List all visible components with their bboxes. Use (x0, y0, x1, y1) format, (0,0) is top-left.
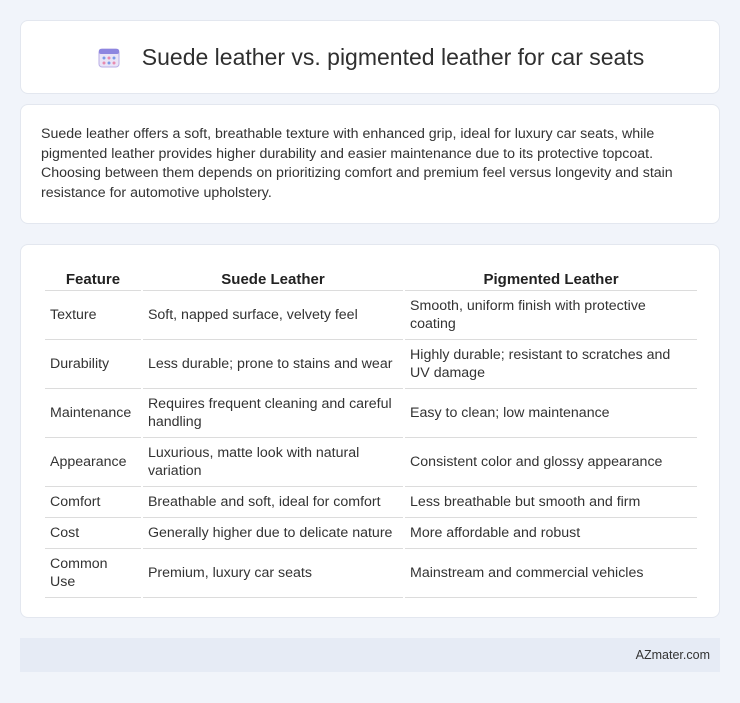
suede-cell: Generally higher due to delicate nature (143, 518, 403, 549)
table-row (45, 340, 697, 389)
pigmented-cell: Smooth, uniform finish with protective coating (405, 291, 697, 340)
pigmented-cell: More affordable and robust (405, 518, 697, 549)
suede-cell: Premium, luxury car seats (143, 549, 403, 598)
feature-cell: Maintenance (45, 389, 141, 438)
feature-cell: Durability (45, 340, 141, 389)
pigmented-cell: Highly durable; resistant to scratches and UV damage (405, 340, 697, 389)
pigmented-cell: Consistent color and glossy appearance (405, 438, 697, 487)
table-row (45, 518, 697, 549)
summary-text: Suede leather offers a soft, breathable texture with enhanced grip, ideal for luxury car seats, while pigmented leather provides higher durability and easier maintenance due to its protective topcoat. Choosing between them depends on prioritizing comfort and premium feel versus longevity and stain resistance for automotive upholstery. (41, 126, 673, 201)
header-pigmented: Pigmented Leather (405, 265, 697, 291)
comparison-table (43, 265, 699, 598)
comparison-table-card (20, 244, 720, 618)
table-header-row (45, 265, 697, 291)
feature-cell: Texture (45, 291, 141, 340)
summary-card (20, 104, 720, 224)
pigmented-cell: Easy to clean; low maintenance (405, 389, 697, 438)
feature-cell: Common Use (45, 549, 141, 598)
title-card (20, 20, 720, 94)
pigmented-cell: Less breathable but smooth and firm (405, 487, 697, 518)
header-suede: Suede Leather (143, 265, 403, 291)
feature-cell: Cost (45, 518, 141, 549)
table-row (45, 438, 697, 487)
feature-cell: Comfort (45, 487, 141, 518)
source-label: AZmater.com (635, 648, 710, 662)
page-title: Suede leather vs. pigmented leather for car seats (141, 43, 645, 70)
pigmented-cell: Mainstream and commercial vehicles (405, 549, 697, 598)
suede-cell: Breathable and soft, ideal for comfort (143, 487, 403, 518)
footer (20, 638, 720, 672)
suede-cell: Soft, napped surface, velvety feel (143, 291, 403, 340)
header-feature: Feature (45, 265, 141, 291)
table-row (45, 291, 697, 340)
table-row (45, 549, 697, 598)
table-row (45, 389, 697, 438)
suede-cell: Luxurious, matte look with natural variation (143, 438, 403, 487)
suede-cell: Less durable; prone to stains and wear (143, 340, 403, 389)
calendar-icon (96, 44, 122, 70)
feature-cell: Appearance (45, 438, 141, 487)
suede-cell: Requires frequent cleaning and careful handling (143, 389, 403, 438)
table-row (45, 487, 697, 518)
